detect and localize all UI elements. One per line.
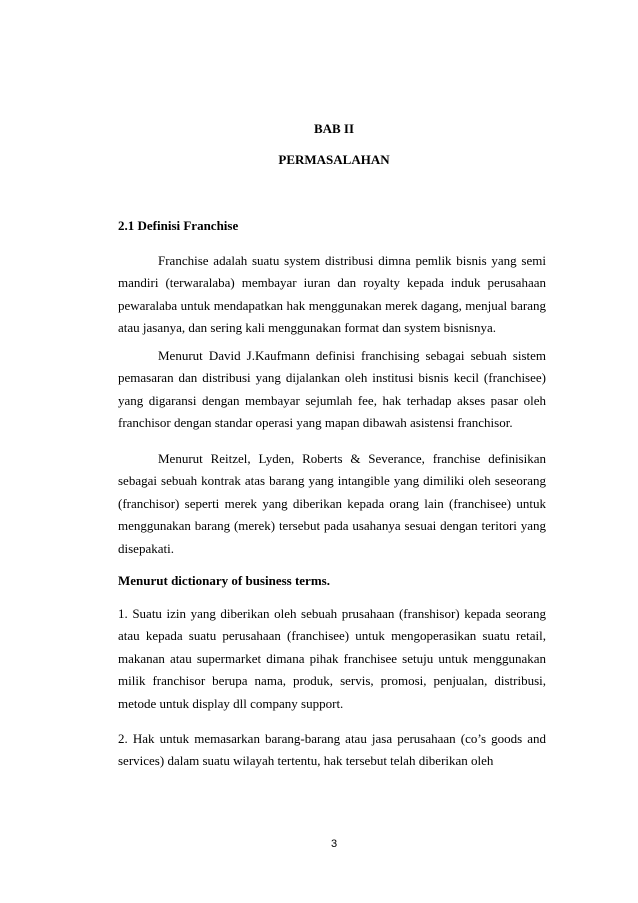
- chapter-label: BAB II: [313, 121, 355, 136]
- list-item-dictionary-2: 2. Hak untuk memasarkan barang-barang atau jasa perusahaan (co’s goods and services) dalam suatu wilayah tertentu, hak tersebut telah diberikan oleh: [118, 731, 546, 769]
- section-heading-dictionary: Menurut dictionary of business terms.: [118, 573, 330, 588]
- list-item-dictionary-1: 1. Suatu izin yang diberikan oleh sebuah prusahaan (franshisor) kepada seorang atau kepada suatu perusahaan (franchisee) untuk mengoperasikan suatu retail, makanan atau supermarket dimana pihak franchisee setuju untuk menggunakan milik franchisor berupa nama, produk, servis, promosi, penjualan, distribusi, metode untuk display dll company support.: [118, 606, 546, 711]
- paragraph-reitzel-definition: Menurut Reitzel, Lyden, Roberts & Severance, franchise definisikan sebagai sebuah kontrak atas barang yang intangible yang dimiliki oleh seseorang (franchisor) seperti merek yang diberikan kepada orang lain (franchisee) untuk menggunakan barang (merek) tersebut pada usahanya sesuai dengan teritori yang disepakati.: [118, 451, 546, 556]
- paragraph-franchise-definition: Franchise adalah suatu system distribusi dimna pemlik bisnis yang semi mandiri (terwaralaba) membayar iuran dan royalty kepada induk perusahaan pewaralaba untuk mendapatkan hak menggunakan merek dagang, menjual barang atau jasanya, dan sering kali menggunakan format dan system bisnisnya.: [118, 253, 546, 336]
- chapter-title: PERMASALAHAN: [278, 152, 390, 167]
- paragraph-kaufmann-definition: Menurut David J.Kaufmann definisi franchising sebagai sebuah sistem pemasaran dan distribusi yang dijalankan oleh institusi bisnis kecil (franchisee) yang digaransi dengan membayar sejumlah fee, hak terhadap akses pasar oleh franchisor dengan standar operasi yang mapan dibawah asistensi franchisor.: [118, 348, 546, 431]
- section-heading-definisi-franchise: 2.1 Definisi Franchise: [118, 218, 239, 233]
- page-number: 3: [330, 838, 338, 850]
